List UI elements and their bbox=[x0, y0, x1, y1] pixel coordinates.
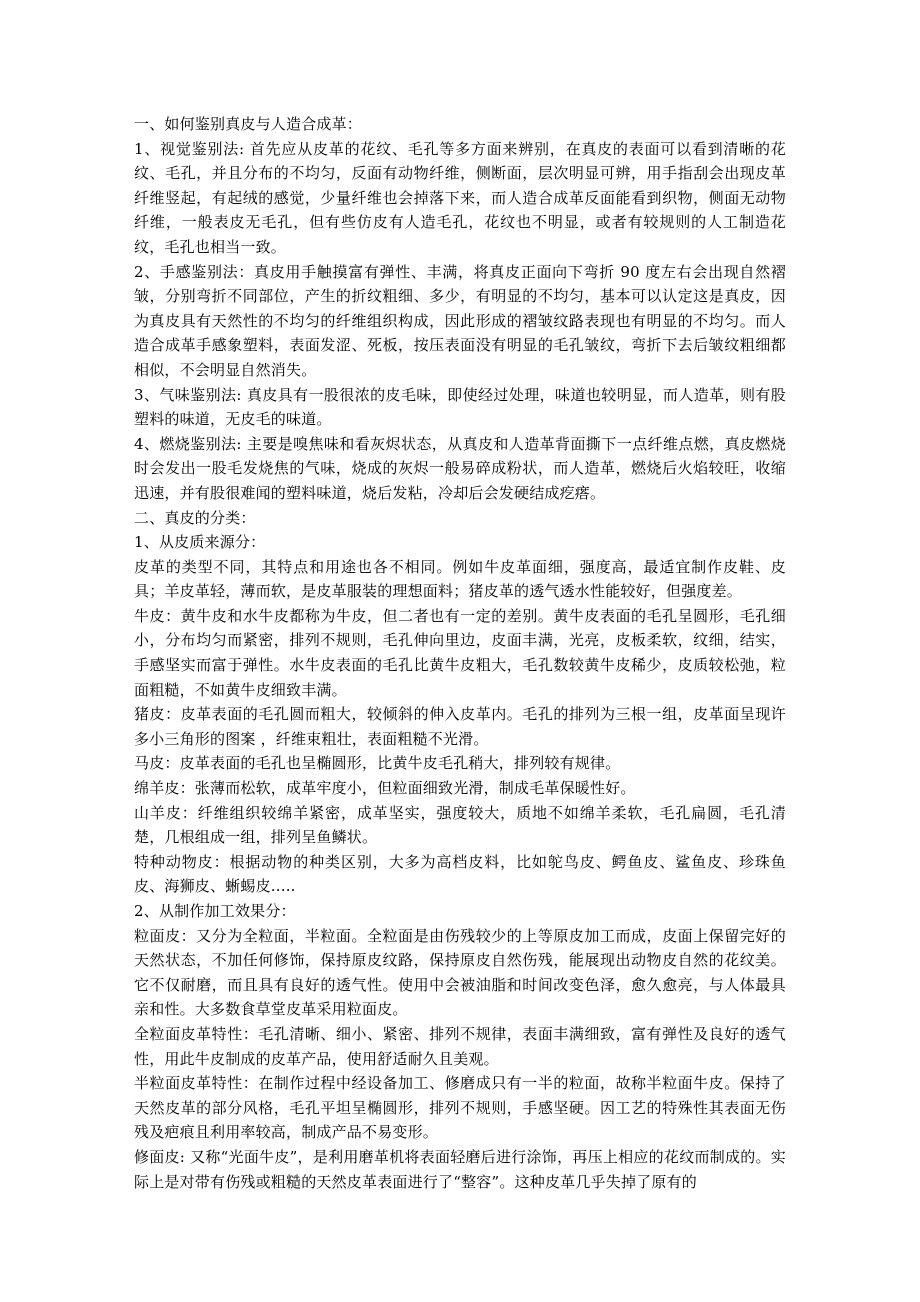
paragraph-corrected-grain: 修面皮: 又称“光面牛皮”，是利用磨革机将表面轻磨后进行涂饰，再压上相应的花纹而制成的。实际上是对带有伤残或粗糙的天然皮革表面进行了“整容”。这种皮革几乎失掉了原有的 bbox=[134, 1147, 786, 1191]
paragraph-visual-method: 1、视觉鉴别法: 首先应从皮革的花纹、毛孔等多方面来辨别，在真皮的表面可以看到清晰的花纹、毛孔，并且分布的不均匀，反面有动物纤维，侧断面，层次明显可辨，用手指刮会出现皮革纤维竖起，有起绒的感觉，少量纤维也会掉落下来，而人造合成革反面能看到织物，侧面无动物纤维，一般表皮无毛孔，但有些仿皮有人造毛孔，花纹也不明显，或者有较规则的人工制造花纹，毛孔也相当一致。 bbox=[134, 139, 786, 256]
paragraph-smell-method: 3、气味鉴别法: 真皮具有一股很浓的皮毛味，即使经过处理，味道也较明显，而人造革，则有股塑料的味道，无皮毛的味道。 bbox=[134, 385, 786, 429]
section-heading-1: 一、如何鉴别真皮与人造合成革： bbox=[134, 115, 363, 133]
paragraph-cowhide: 牛皮：黄牛皮和水牛皮都称为牛皮，但二者也有一定的差别。黄牛皮表面的毛孔呈圆形，毛孔细小，分布均匀而紧密，排列不规则，毛孔伸向里边，皮面丰满，光亮，皮板柔软，纹细，结实，手感坚实而富于弹性。水牛皮表面的毛孔比黄牛皮粗大，毛孔数较黄牛皮稀少，皮质较松弛，粒面粗糙，不如黄牛皮细致丰满。 bbox=[134, 606, 786, 699]
subsection-heading-processing: 2、从制作加工效果分： bbox=[134, 902, 296, 920]
paragraph-grain-leather: 粒面皮：又分为全粒面，半粒面。全粒面是由伤残较少的上等原皮加工而成，皮面上保留完好的天然状态，不加任何修饰，保持原皮纹路，保持原皮自然伤残，能展现出动物皮自然的花纹美。它不仅耐磨，而且具有良好的透气性。使用中会被油脂和时间改变色泽，愈久愈亮，与人体最具亲和性。大多数食草堂皮革采用粒面皮。 bbox=[134, 926, 786, 1019]
paragraph-exotic-skins: 特种动物皮：根据动物的种类区别，大多为高档皮料，比如鸵鸟皮、鳄鱼皮、鲨鱼皮、珍珠鱼皮、海狮皮、蜥蜴皮..... bbox=[134, 852, 786, 896]
paragraph-pigskin: 猪皮：皮革表面的毛孔圆而粗大，较倾斜的伸入皮革内。毛孔的排列为三根一组，皮革面呈现许多小三角形的图案 ，纤维束粗壮，表面粗糙不光滑。 bbox=[134, 705, 786, 748]
section-heading-2: 二、真皮的分类： bbox=[134, 508, 256, 527]
paragraph-burn-method: 4、燃烧鉴别法: 主要是嗅焦味和看灰烬状态，从真皮和人造革背面撕下一点纤维点燃，真皮燃烧时会发出一股毛发烧焦的气味，烧成的灰烬一般易碎成粉状，而人造革，燃烧后火焰较旺，收缩迅速，并有股很难闻的塑料味道，烧后发粘，冷却后会发硬结成疙瘩。 bbox=[134, 434, 786, 502]
paragraph-leather-types: 皮革的类型不同，其特点和用途也各不相同。例如牛皮革面细，强度高，最适宜制作皮鞋、皮具；羊皮革轻，薄而软，是皮革服装的理想面料；猪皮革的透气透水性能较好，但强度差。 bbox=[134, 557, 786, 601]
paragraph-goatskin: 山羊皮：纤维组织较绵羊紧密，成革坚实，强度较大，质地不如绵羊柔软，毛孔扁圆，毛孔清楚，几根组成一组，排列呈鱼鳞状。 bbox=[134, 803, 786, 847]
paragraph-sheepskin: 绵羊皮：张薄而松软，成革牢度小，但粒面细致光滑，制成毛革保暖性好。 bbox=[134, 779, 636, 798]
paragraph-full-grain: 全粒面皮革特性：毛孔清晰、细小、紧密、排列不规律，表面丰满细致，富有弹性及良好的透气性，用此牛皮制成的皮革产品，使用舒适耐久且美观。 bbox=[134, 1024, 786, 1068]
paragraph-half-grain: 半粒面皮革特性：在制作过程中经设备加工、修磨成只有一半的粒面，故称半粒面牛皮。保持了天然皮革的部分风格，毛孔平坦呈椭圆形，排列不规则，手感坚硬。因工艺的特殊性其表面无伤残及疤痕且利用率较高，制成产品不易变形。 bbox=[134, 1074, 786, 1142]
subsection-heading-source: 1、从皮质来源分： bbox=[134, 533, 266, 552]
paragraph-touch-method: 2、手感鉴别法：真皮用手触摸富有弹性、丰满，将真皮正面向下弯折 90 度左右会出现自然褶皱，分别弯折不同部位，产生的折纹粗细、多少，有明显的不均匀，基本可以认定这是真皮，因为真皮具有天然性的不均匀的纤维组织构成，因此形成的褶皱纹路表现也有明显的不均匀。而人造合成革手感象塑料，表面发涩、死板，按压表面没有明显的毛孔皱纹，弯折下去后皱纹粗细都相似，不会明显自然消失。 bbox=[134, 262, 786, 379]
document-page bbox=[134, 112, 786, 1194]
paragraph-horsehide: 马皮：皮革表面的毛孔也呈椭圆形，比黄牛皮毛孔稍大，排列较有规律。 bbox=[134, 754, 621, 773]
